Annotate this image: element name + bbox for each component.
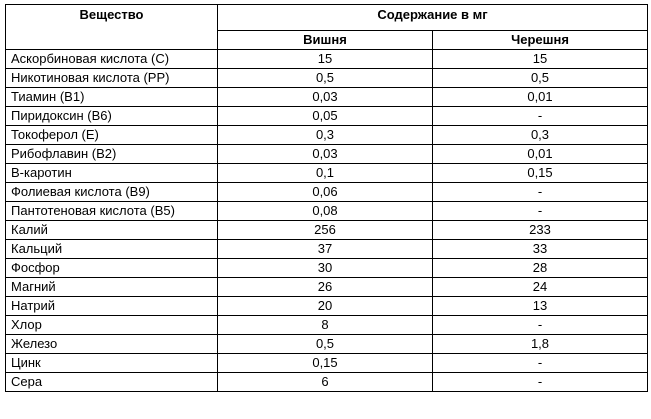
sweet-cherry-value-cell: 33 [433,240,648,259]
substance-cell: Железо [6,335,218,354]
substance-cell: Пиридоксин (В6) [6,107,218,126]
cherry-value-cell: 256 [218,221,433,240]
substance-cell: Тиамин (В1) [6,88,218,107]
table-row [6,164,648,183]
substance-cell: Пантотеновая кислота (В5) [6,202,218,221]
substance-cell: Кальций [6,240,218,259]
sweet-cherry-value-cell: 13 [433,297,648,316]
sweet-cherry-value-cell: 0,01 [433,88,648,107]
sweet-cherry-value-cell: 28 [433,259,648,278]
substance-cell: Калий [6,221,218,240]
sweet-cherry-column-header: Черешня [433,31,648,50]
cherry-value-cell: 6 [218,373,433,392]
table-row [6,69,648,88]
sweet-cherry-value-cell: 233 [433,221,648,240]
substance-cell: Магний [6,278,218,297]
substance-cell: Хлор [6,316,218,335]
substance-cell: Фолиевая кислота (В9) [6,183,218,202]
table-header [6,5,648,50]
cherry-value-cell: 0,03 [218,145,433,164]
cherry-value-cell: 0,03 [218,88,433,107]
table-row [6,373,648,392]
table-row [6,278,648,297]
header-row-top [6,5,648,31]
table-row [6,335,648,354]
cherry-value-cell: 8 [218,316,433,335]
table-row [6,316,648,335]
sweet-cherry-value-cell: 15 [433,50,648,69]
table-row [6,297,648,316]
substance-cell: Токоферол (Е) [6,126,218,145]
sweet-cherry-value-cell: 24 [433,278,648,297]
sweet-cherry-value-cell: - [433,316,648,335]
table-row [6,88,648,107]
table-row [6,145,648,164]
sweet-cherry-value-cell: 0,5 [433,69,648,88]
nutrient-table [5,4,648,392]
substance-cell: Сера [6,373,218,392]
substance-column-header: Вещество [6,5,218,50]
cherry-value-cell: 26 [218,278,433,297]
sweet-cherry-value-cell: - [433,373,648,392]
sweet-cherry-value-cell: - [433,183,648,202]
substance-cell: Рибофлавин (В2) [6,145,218,164]
nutrient-table-container [5,4,648,392]
sweet-cherry-value-cell: - [433,202,648,221]
substance-cell: Никотиновая кислота (РР) [6,69,218,88]
table-row [6,126,648,145]
sweet-cherry-value-cell: 1,8 [433,335,648,354]
substance-cell: Аскорбиновая кислота (С) [6,50,218,69]
cherry-value-cell: 30 [218,259,433,278]
table-body [6,50,648,392]
table-row [6,183,648,202]
cherry-value-cell: 37 [218,240,433,259]
cherry-value-cell: 0,1 [218,164,433,183]
table-row [6,259,648,278]
sweet-cherry-value-cell: - [433,107,648,126]
cherry-value-cell: 0,08 [218,202,433,221]
content-column-header: Содержание в мг [218,5,648,31]
table-row [6,354,648,373]
cherry-column-header: Вишня [218,31,433,50]
substance-cell: В-каротин [6,164,218,183]
table-row [6,221,648,240]
cherry-value-cell: 20 [218,297,433,316]
table-row [6,240,648,259]
cherry-value-cell: 0,06 [218,183,433,202]
cherry-value-cell: 15 [218,50,433,69]
cherry-value-cell: 0,15 [218,354,433,373]
cherry-value-cell: 0,3 [218,126,433,145]
table-row [6,107,648,126]
sweet-cherry-value-cell: - [433,354,648,373]
substance-cell: Натрий [6,297,218,316]
sweet-cherry-value-cell: 0,3 [433,126,648,145]
sweet-cherry-value-cell: 0,15 [433,164,648,183]
cherry-value-cell: 0,5 [218,335,433,354]
substance-cell: Фосфор [6,259,218,278]
table-row [6,202,648,221]
cherry-value-cell: 0,05 [218,107,433,126]
cherry-value-cell: 0,5 [218,69,433,88]
sweet-cherry-value-cell: 0,01 [433,145,648,164]
substance-cell: Цинк [6,354,218,373]
table-row [6,50,648,69]
